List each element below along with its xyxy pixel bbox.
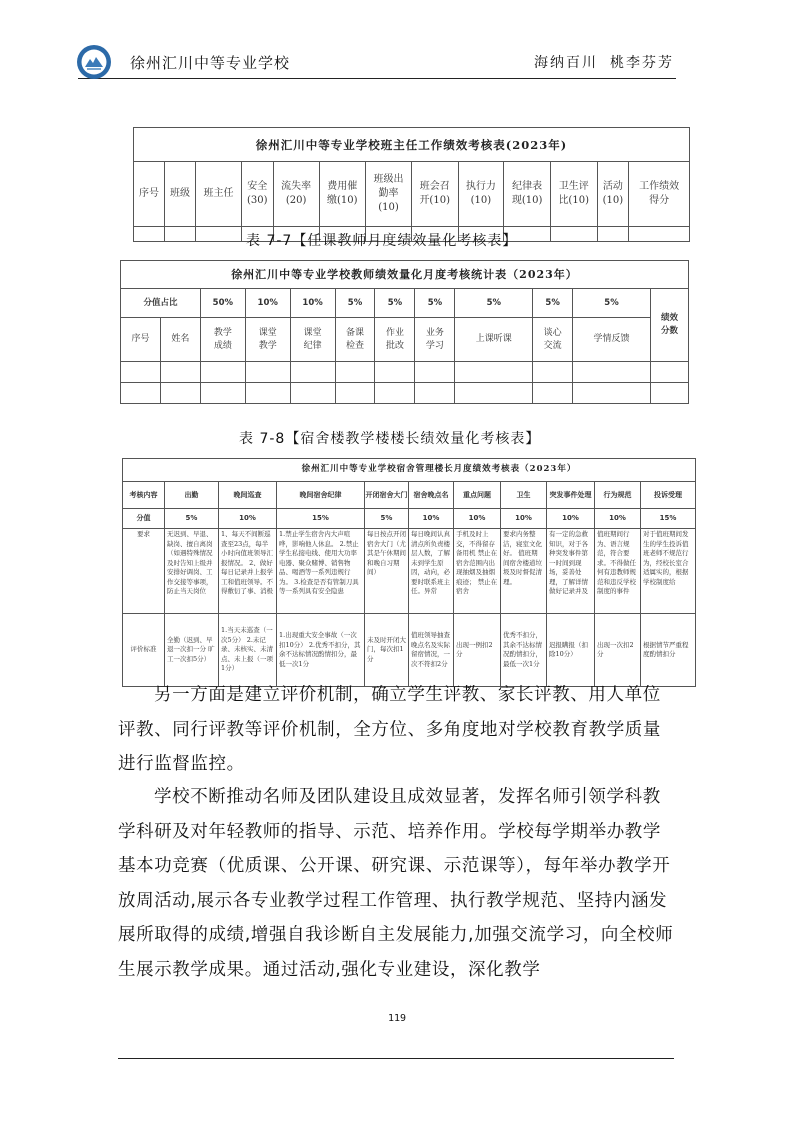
column-header: 班级出 勤率 (10) (366, 162, 412, 227)
column-header: 绩效 分数 (650, 289, 688, 362)
dorm-management-table (122, 458, 696, 687)
requirement-cell (595, 529, 641, 614)
requirement-cell (219, 529, 277, 614)
page-header (78, 44, 676, 79)
table-cell (121, 362, 161, 383)
weight-value: 50% (200, 289, 245, 318)
criteria-cell: 根据情节严重程度酌情扣分 (641, 614, 696, 687)
row-header: 分值 (123, 509, 165, 529)
column-header: 执行力 (10) (458, 162, 504, 227)
column-header: 重点问题 (454, 482, 501, 509)
table-cell (455, 383, 533, 404)
criteria-cell: 优秀不扣分，其余不达标情况酌情扣分，最低一次1分 (501, 614, 547, 687)
table-cell (165, 227, 196, 242)
table-cell (455, 362, 533, 383)
weight-value: 15% (641, 509, 696, 529)
table-cell (196, 227, 242, 242)
table-cell (200, 362, 245, 383)
column-header: 费用催 缴(10) (319, 162, 366, 227)
column-header: 工作绩效 得分 (629, 162, 690, 227)
page-number: 119 (387, 1013, 407, 1024)
column-header: 谈心 交流 (533, 318, 573, 362)
requirement-text: 手机及时上交，不得留存备用机 禁止在宿舍范围内出现抽烟及抽烟痕迹； 禁止在宿舍 (456, 530, 498, 595)
weight-value: 10% (501, 509, 547, 529)
table-row (121, 362, 689, 383)
column-header: 卫生 (501, 482, 547, 509)
column-header: 突发事件处理 (547, 482, 595, 509)
table-cell (415, 383, 455, 404)
table-row (121, 383, 689, 404)
table-cell (533, 362, 573, 383)
requirement-cell (277, 529, 365, 614)
criteria-cell: 值班领导抽查晚点名及实际留宿情况，一次不符扣2分 (409, 614, 454, 687)
column-header: 投诉受理 (641, 482, 696, 509)
column-header: 班主任 (196, 162, 242, 227)
criteria-cell: 出现一例扣2分 (454, 614, 501, 687)
column-header: 业务 学习 (415, 318, 455, 362)
table-title: 徐州汇川中等专业学校宿舍管理楼长月度绩效考核表（2023年） (123, 459, 696, 482)
column-header: 备课 检查 (335, 318, 375, 362)
table-cell (134, 227, 165, 242)
column-header: 卫生评 比(10) (550, 162, 597, 227)
requirement-text: 对于值班期间发生的学生投诉值班老师不规范行为，经校长室合适属实的，根据学校制度给 (643, 530, 689, 586)
column-header: 晚间巡查 (219, 482, 277, 509)
column-header: 教学 成绩 (200, 318, 245, 362)
motto-part: 桃李芬芳 (610, 55, 674, 71)
column-header: 上课听课 (455, 318, 533, 362)
weight-value: 5% (165, 509, 219, 529)
table-cell (335, 383, 375, 404)
criteria-cell: 全勤（迟到、早退一次扣一分 旷工一次扣5分） (165, 614, 219, 687)
table-cell (550, 227, 597, 242)
row-header: 要求 (123, 529, 165, 614)
weight-value: 10% (595, 509, 641, 529)
column-header: 流失率 (20) (273, 162, 319, 227)
table-cell (160, 383, 200, 404)
column-header: 班级 (165, 162, 196, 227)
column-header: 晚间宿舍纪律 (277, 482, 365, 509)
weight-value: 5% (573, 289, 651, 318)
criteria-cell: 1.当天未巡查（一次5分） 2.未记录、未核实、未清点、未上报（一项1分） (219, 614, 277, 687)
column-header: 安全 (30) (241, 162, 273, 227)
motto-part: 海纳百川 (534, 55, 598, 71)
row-header: 评价标准 (123, 614, 165, 687)
column-header: 行为规范 (595, 482, 641, 509)
table-cell (573, 383, 651, 404)
table-cell (650, 362, 688, 383)
table-cell (160, 362, 200, 383)
weight-value: 10% (409, 509, 454, 529)
footer-divider (118, 1058, 674, 1059)
table-cell (121, 383, 161, 404)
table-title: 徐州汇川中等专业学校班主任工作绩效考核表(2023年) (134, 128, 690, 162)
column-header: 活动 (10) (597, 162, 629, 227)
table-cell (629, 227, 690, 242)
column-header: 出勤 (165, 482, 219, 509)
weight-value: 10% (219, 509, 277, 529)
table-header-row (123, 482, 696, 509)
requirement-text: 每日晚间认真清点所负责楼层人数，了解未到学生原因，动向，必要时联系班主任。异常 (411, 530, 450, 595)
weight-label: 分值占比 (121, 289, 201, 318)
table-cell (375, 383, 415, 404)
table-cell (415, 362, 455, 383)
class-teacher-table (133, 127, 690, 242)
caption-table-7-8: 表 7-8【宿舍楼教学楼楼长绩效量化考核表】 (239, 431, 541, 447)
criteria-cell: 迟报瞒报（扣除10分） (547, 614, 595, 687)
caption-table-7-7: 表 7-7【任课教师月度绩效量化考核表】 (246, 233, 518, 249)
weight-value: 5% (375, 289, 415, 318)
body-paragraph: 另一方面是建立评价机制，确立学生评教、家长评教、用人单位评教、同行评教等评价机制，全方位、多角度地对学校教育教学质量进行监督监控。 (118, 685, 661, 775)
table-cell (290, 362, 335, 383)
requirement-cell (365, 529, 409, 614)
weight-value: 5% (335, 289, 375, 318)
requirement-cell (547, 529, 595, 614)
weight-value: 10% (547, 509, 595, 529)
table-cell (573, 362, 651, 383)
table-cell (650, 383, 688, 404)
weight-value: 15% (277, 509, 365, 529)
table-cell (335, 362, 375, 383)
row-header: 考核内容 (123, 482, 165, 509)
table-cell (597, 227, 629, 242)
criteria-cell: 未及时开闭大门，每次扣1分 (365, 614, 409, 687)
requirement-text: 1、每天不间断巡查至23点，每半小时向值班领导汇报情况。 2、做好每日记录并上报学工和值班领导。不得敷衍了事、消极 (221, 530, 273, 595)
column-header: 学情反馈 (573, 318, 651, 362)
table-title: 徐州汇川中等专业学校教师绩效量化月度考核统计表（2023年） (121, 261, 689, 289)
requirement-text: 有一定的急救知识，对于各种突发事件第一时间到现场，妥善处理，了解详情做好记录并及 (549, 530, 588, 595)
weight-value: 10% (290, 289, 335, 318)
column-header: 序号 (121, 318, 161, 362)
requirement-text: 值班期间行为、语言规范，符合要求。不得做任何有违教师规范和违反学校制度的事件 (597, 530, 636, 595)
weight-value: 5% (455, 289, 533, 318)
column-header: 纪律表 现(10) (504, 162, 551, 227)
weight-row (121, 289, 689, 318)
column-header: 班会召 开(10) (411, 162, 458, 227)
criteria-row (123, 614, 696, 687)
requirement-text: 要求内务整洁，寝室文化好。 值班期间宿舍楼道垃圾及时督促清理。 (503, 530, 542, 586)
table-cell (200, 383, 245, 404)
weight-row (123, 509, 696, 529)
requirement-text: 1.禁止学生宿舍内大声喧哗，影响他人休息。 2.禁止学生私接电线、使用大功率电器、聚众赌博、销售物品、喝酒等一系列违规行为。 3.检查是否有管制刀具等一系列具有安全隐患 (279, 530, 359, 595)
requirement-text: 每日按点开闭宿舍大门（尤其是午休期间和晚自习期间） (367, 530, 406, 576)
weight-value: 10% (245, 289, 290, 318)
requirement-cell (454, 529, 501, 614)
requirements-row (123, 529, 696, 614)
table-cell (245, 362, 290, 383)
weight-value: 5% (365, 509, 409, 529)
column-header: 姓名 (160, 318, 200, 362)
weight-value: 5% (533, 289, 573, 318)
column-header: 课堂 纪律 (290, 318, 335, 362)
weight-value: 10% (454, 509, 501, 529)
column-header: 课堂 教学 (245, 318, 290, 362)
teacher-performance-table (120, 260, 689, 404)
column-header: 作业 批改 (375, 318, 415, 362)
school-motto (522, 52, 674, 72)
column-header: 开闭宿舍大门 (365, 482, 409, 509)
body-paragraph: 学校不断推动名师及团队建设且成效显著，发挥名师引领学科教学科研及对年轻教师的指导、示范、培养作用。学校每学期举办教学基本功竞赛（优质课、公开课、研究课、示范课等），每年举办教学开放周活动,展示各专业教学过程工作管理、执行教学规范、坚持内涵发展所取得的成绩,增强自我诊断自主发展能力,加强交流学习，向全校师生展示教学成果。通过活动,强化专业建设，深化教学 (118, 787, 674, 980)
column-header: 宿舍晚点名 (409, 482, 454, 509)
school-emblem-icon (76, 44, 112, 80)
table-cell (533, 383, 573, 404)
table-cell (290, 383, 335, 404)
table-header-row (121, 318, 689, 362)
table-header-row (134, 162, 690, 227)
requirement-cell (641, 529, 696, 614)
requirement-cell (409, 529, 454, 614)
requirement-cell (501, 529, 547, 614)
criteria-cell: 1.出现重大安全事故（一次扣10分） 2.优秀不扣分，其余不达标情况酌情扣分，最低一次1分 (277, 614, 365, 687)
school-name: 徐州汇川中等专业学校 (130, 54, 291, 72)
criteria-cell: 出现一次扣2分 (595, 614, 641, 687)
table-cell (245, 383, 290, 404)
table-cell (375, 362, 415, 383)
requirement-text: 无迟到、早退、缺岗、擅自离岗（如遇特殊情况及时告知上级并安排好调岗、工作交接等事项，防止当天岗位 (167, 530, 213, 595)
weight-value: 5% (415, 289, 455, 318)
requirement-cell (165, 529, 219, 614)
column-header: 序号 (134, 162, 165, 227)
